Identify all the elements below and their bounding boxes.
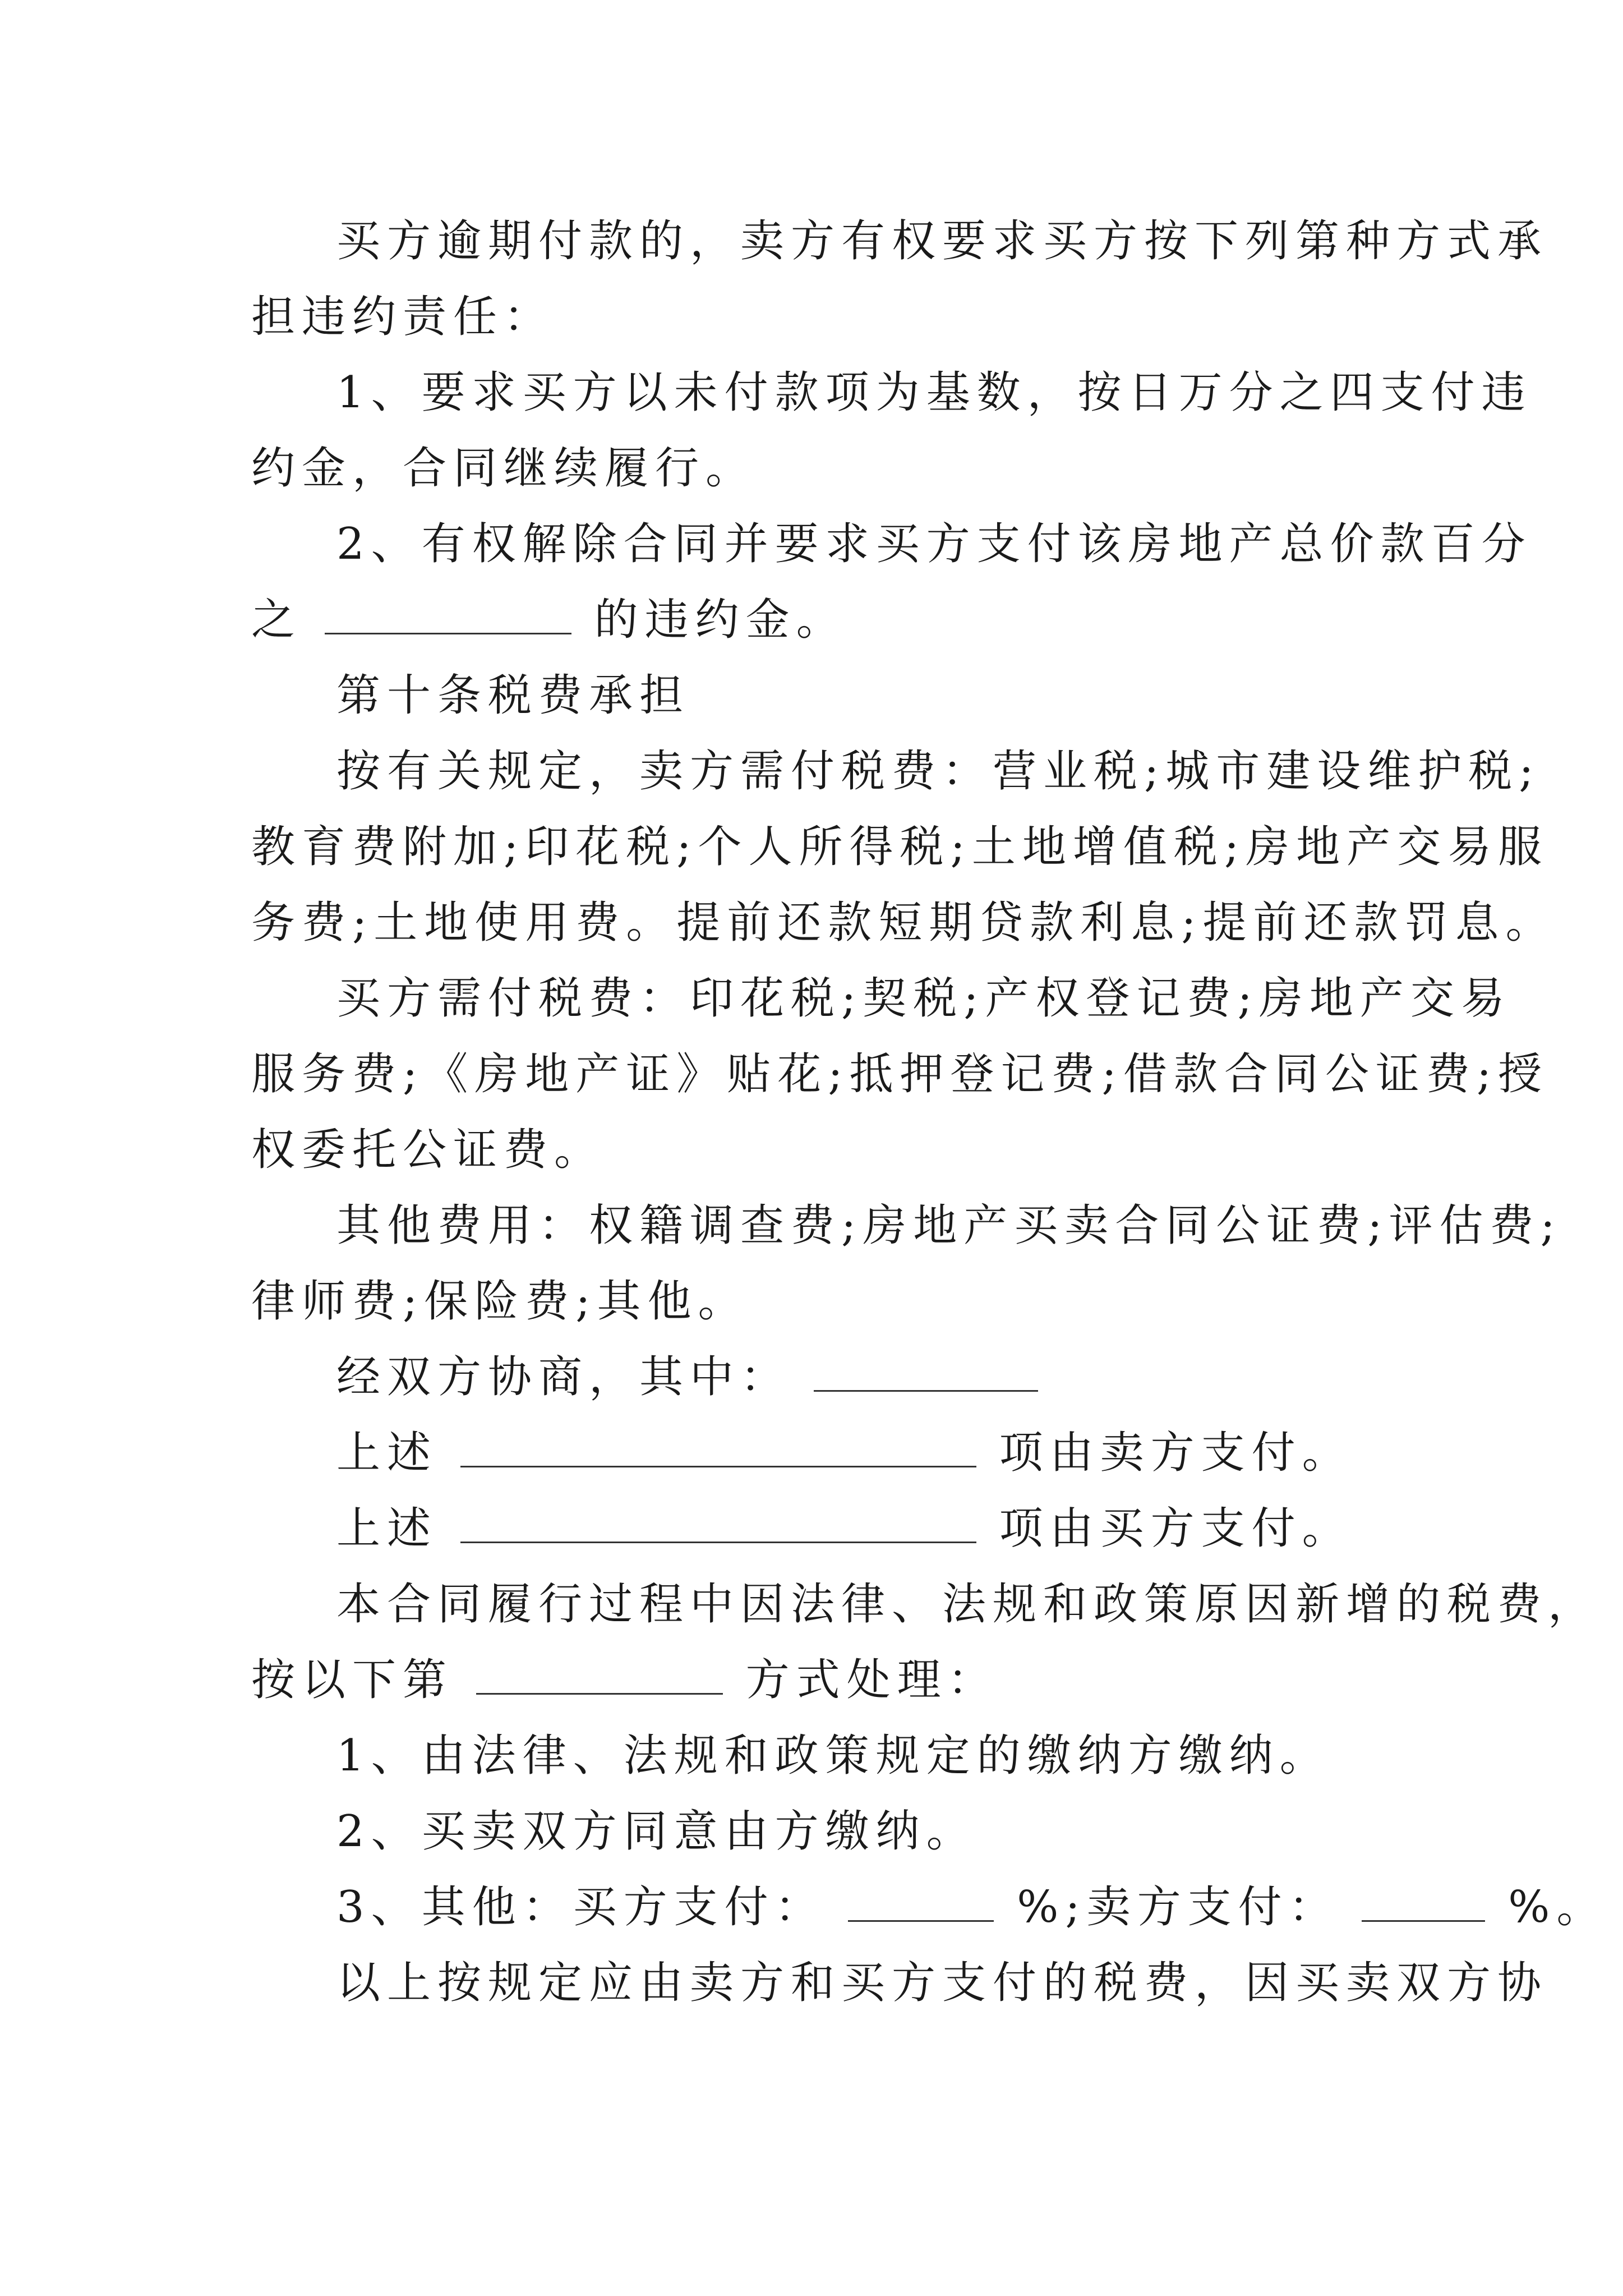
- paragraph-text: 权委托公证费。: [251, 1125, 605, 1175]
- fill-in-blank[interactable]: [814, 1351, 1038, 1392]
- text-line: [336, 1722, 1330, 1789]
- text-line: [336, 1192, 1562, 1259]
- list-item-text: 之: [251, 595, 302, 645]
- text-line: [336, 1419, 1353, 1487]
- text-line: [251, 1646, 998, 1714]
- list-item-text: 1、由法律、法规和政策规定的缴纳方缴纳。: [336, 1731, 1330, 1781]
- fill-in-blank[interactable]: [476, 1654, 723, 1695]
- paragraph-text: 按以下第: [251, 1655, 454, 1705]
- text-line: [336, 1571, 1598, 1638]
- paragraph-text: 买方逾期付款的，卖方有权要求买方按下列第种方式承: [336, 216, 1548, 266]
- text-line: [336, 1874, 1607, 1941]
- text-line: [336, 965, 1511, 1032]
- text-line: [336, 208, 1548, 275]
- paragraph-text: 上述: [336, 1428, 438, 1478]
- paragraph-text: 其他费用：权籍调查费;房地产买卖合同公证费;评估费;: [336, 1200, 1562, 1251]
- list-item-text: 2、有权解除合同并要求买方支付该房地产总价款百分: [336, 519, 1532, 569]
- paragraph-text: 教育费附加;印花税;个人所得税;土地增值税;房地产交易服: [251, 822, 1549, 872]
- text-line: [251, 283, 554, 351]
- text-line: [251, 586, 847, 654]
- list-item-text: 约金，合同继续履行。: [251, 443, 757, 494]
- list-item-text: 1、要求买方以未付款项为基数，按日万分之四支付违: [336, 367, 1532, 418]
- list-item-text: %;卖方支付：: [1017, 1882, 1339, 1932]
- section-heading: 第十条税费承担: [336, 670, 690, 721]
- paragraph-text: 方式处理：: [745, 1655, 998, 1705]
- paragraph-text: 买方需付税费：印花税;契税;产权登记费;房地产交易: [336, 973, 1511, 1024]
- text-line: [251, 1041, 1548, 1108]
- text-line: [336, 738, 1541, 805]
- text-line: [251, 1268, 749, 1335]
- text-line: [336, 1949, 1548, 2017]
- fill-in-blank[interactable]: [848, 1881, 994, 1922]
- text-line: [336, 1798, 977, 1865]
- fill-in-blank[interactable]: [325, 593, 571, 634]
- paragraph-text: 本合同履行过程中因法律、法规和政策原因新增的税费，: [336, 1579, 1599, 1630]
- paragraph-text: 项由卖方支付。: [999, 1428, 1353, 1478]
- paragraph-text: 担违约责任：: [251, 292, 555, 342]
- text-line: [251, 1116, 605, 1184]
- text-line: [251, 889, 1556, 956]
- text-line: [251, 435, 756, 502]
- paragraph-text: 服务费;《房地产证》贴花;抵押登记费;借款合同公证费;授: [251, 1049, 1549, 1099]
- paragraph-text: 经双方协商，其中：: [336, 1352, 791, 1402]
- paragraph-text: 上述: [336, 1503, 438, 1554]
- paragraph-text: 律师费;保险费;其他。: [251, 1276, 749, 1327]
- text-line: [251, 813, 1548, 881]
- fill-in-blank[interactable]: [460, 1427, 976, 1467]
- list-item-text: 的违约金。: [594, 595, 847, 645]
- paragraph-text: 以上按规定应由卖方和买方支付的税费，因买卖双方协: [336, 1958, 1548, 2008]
- text-line: [336, 359, 1532, 426]
- fill-in-blank[interactable]: [1362, 1881, 1485, 1922]
- list-item-text: 2、买卖双方同意由方缴纳。: [336, 1806, 977, 1857]
- paragraph-text: 项由买方支付。: [999, 1503, 1353, 1554]
- paragraph-text: 按有关规定，卖方需付税费：营业税;城市建设维护税;: [336, 746, 1541, 797]
- paragraph-text: 务费;土地使用费。提前还款短期贷款利息;提前还款罚息。: [251, 898, 1556, 948]
- text-line: [336, 662, 690, 729]
- list-item-text: 3、其他：买方支付：: [336, 1882, 826, 1932]
- fill-in-blank[interactable]: [460, 1502, 976, 1543]
- list-item-text: %。: [1508, 1882, 1607, 1932]
- text-line: [336, 510, 1532, 578]
- text-line: [336, 1495, 1353, 1562]
- text-line: [336, 1343, 1040, 1411]
